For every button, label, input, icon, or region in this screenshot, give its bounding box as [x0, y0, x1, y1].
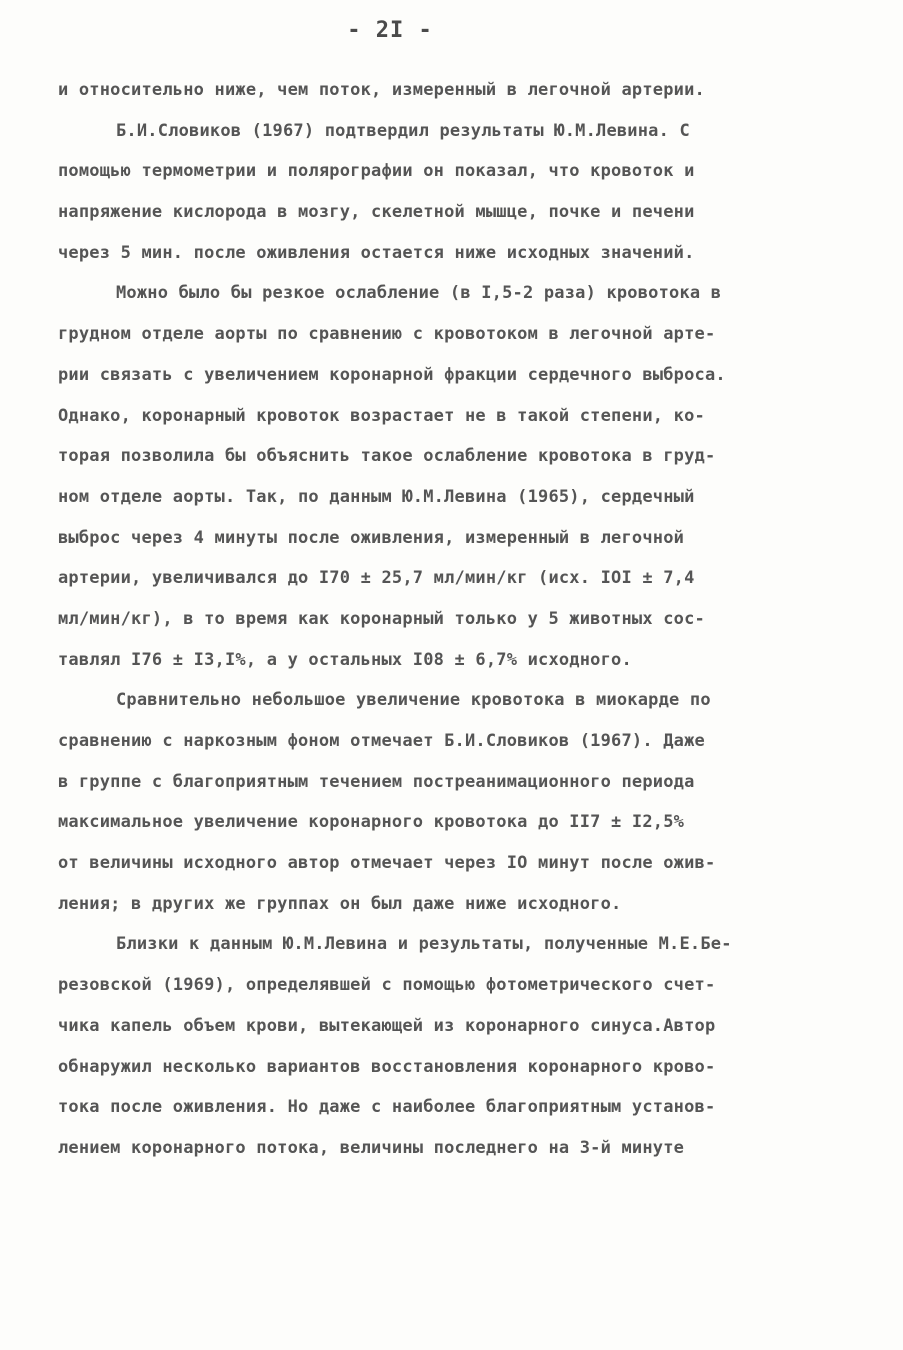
text-line: напряжение кислорода в мозгу, скелетной мышце, почке и печени — [58, 202, 695, 223]
text-line: грудном отделе аорты по сравнению с кровотоком в легочной арте- — [58, 324, 716, 345]
text-line: обнаружил несколько вариантов восстановления коронарного крово- — [58, 1056, 716, 1077]
text-line: ном отделе аорты. Так, по данным Ю.М.Левина (1965), сердечный — [58, 486, 695, 507]
text-line: артерии, увеличивался до I70 ± 25,7 мл/мин/кг (исх. IOI ± 7,4 — [58, 568, 695, 589]
text-line: выброс через 4 минуты после оживления, измеренный в легочной — [58, 527, 685, 548]
body-text — [58, 70, 848, 1169]
text-line: максимальное увеличение коронарного кровотока до II7 ± I2,5% — [58, 812, 685, 833]
text-line: от величины исходного автор отмечает через IO минут после ожив- — [58, 853, 716, 874]
text-line: торая позволила бы объяснить такое ослабление кровотока в груд- — [58, 446, 716, 467]
text-line: Однако, коронарный кровоток возрастает не в такой степени, ко- — [58, 405, 705, 426]
text-line: рии связать с увеличением коронарной фракции сердечного выброса. — [58, 364, 726, 385]
text-line: Сравнительно небольшое увеличение кровотока в миокарде по — [116, 690, 711, 711]
text-line: Близки к данным Ю.М.Левина и результаты, полученные М.Е.Бе- — [116, 934, 732, 955]
page-number: - 2I - — [347, 18, 433, 43]
text-line: сравнению с наркозным фоном отмечает Б.И.Словиков (1967). Даже — [58, 731, 705, 751]
text-line: Можно было бы резкое ослабление (в I,5-2 раза) кровотока в — [116, 283, 722, 304]
text-line: чика капель объем крови, вытекающей из коронарного синуса.Автор — [58, 1015, 716, 1036]
text-line: мл/мин/кг), в то время как коронарный только у 5 животных сос- — [58, 608, 705, 629]
text-line: ления; в других же группах он был даже ниже исходного. — [58, 893, 622, 914]
text-line: в группе с благоприятным течением постреанимационного периода — [58, 771, 695, 792]
text-line: через 5 мин. после оживления остается ниже исходных значений. — [58, 242, 695, 263]
text-line: и относительно ниже, чем поток, измеренный в легочной артерии. — [58, 80, 705, 100]
text-line: тавлял I76 ± I3,I%, а у остальных I08 ± 6,7% исходного. — [58, 649, 632, 670]
text-line: Б.И.Словиков (1967) подтвердил результаты Ю.М.Левина. С — [116, 120, 690, 141]
text-line: помощью термометрии и полярографии он показал, что кровоток и — [58, 161, 695, 182]
text-line: тока после оживления. Но даже с наиболее благоприятным установ- — [58, 1097, 716, 1118]
text-line: резовской (1969), определявшей с помощью фотометрического счет- — [58, 975, 716, 996]
text-line: лением коронарного потока, величины последнего на 3-й минуте — [58, 1137, 685, 1158]
